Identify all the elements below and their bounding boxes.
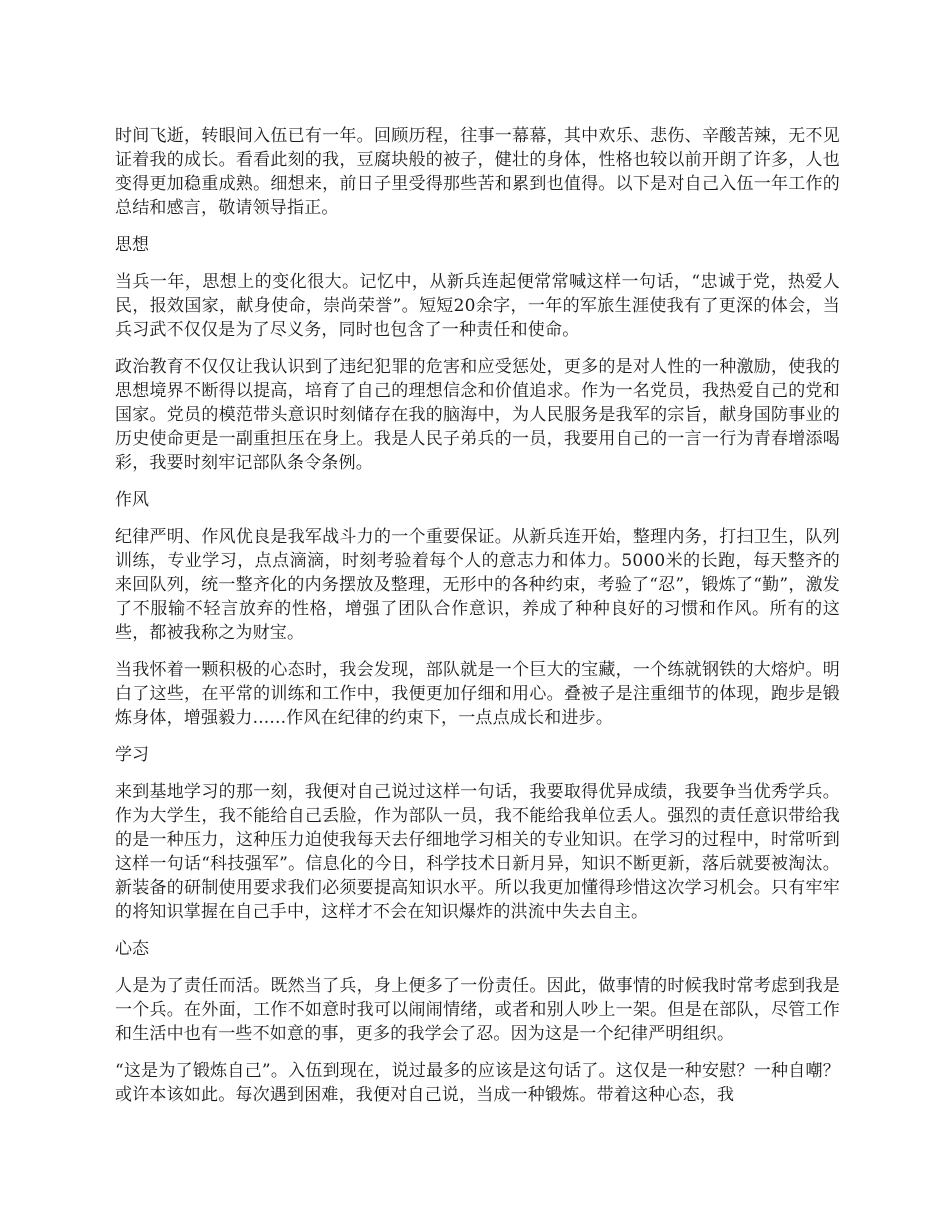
section-heading-thought: 思想 xyxy=(115,235,149,255)
paragraph-thought-1: 当兵一年，思想上的变化很大。记忆中，从新兵连起便常常喊这样一句话，“忠诚于党，热爱人民，报效国家，献身使命，崇尚荣誉”。短短20余字，一年的军旅生涯使我有了更深的体会，当兵习武不仅仅是为了尽义务，同时也包含了一种责任和使命。 xyxy=(115,272,840,340)
section-heading-style: 作风 xyxy=(115,490,149,510)
paragraph-style-1: 纪律严明、作风优良是我军战斗力的一个重要保证。从新兵连开始，整理内务，打扫卫生，队列训练，专业学习，点点滴滴，时刻考验着每个人的意志力和体力。5000米的长跑，每天整齐的来回队列，统一整齐化的内务摆放及整理，无形中的各种约束，考验了“忍”，锻炼了“勤”，激发了不服输不轻言放弃的性格，增强了团队合作意识，养成了种种良好的习惯和作风。所有的这些，都被我称之为财宝。 xyxy=(115,527,840,643)
section-heading-study: 学习 xyxy=(115,745,149,765)
paragraph-intro: 时间飞逝，转眼间入伍已有一年。回顾历程，往事一幕幕，其中欢乐、悲伤、辛酸苦辣，无不见证着我的成长。看看此刻的我，豆腐块般的被子，健壮的身体，性格也较以前开朗了许多，人也变得更加稳重成熟。细想来，前日子里受得那些苦和累到也值得。以下是对自己入伍一年工作的总结和感言，敬请领导指正。 xyxy=(115,126,840,218)
section-heading-mindset: 心态 xyxy=(115,939,149,959)
paragraph-thought-2: 政治教育不仅仅让我认识到了违纪犯罪的危害和应受惩处，更多的是对人性的一种激励，使我的思想境界不断得以提高，培育了自己的理想信念和价值追求。作为一名党员，我热爱自己的党和国家。党员的模范带头意识时刻储存在我的脑海中，为人民服务是我军的宗旨，献身国防事业的历史使命更是一副重担压在身上。我是人民子弟兵的一员，我要用自己的一言一行为青春增添喝彩，我要时刻牢记部队条令条例。 xyxy=(115,357,840,473)
document-body xyxy=(115,124,840,1120)
paragraph-mindset-1: 人是为了责任而活。既然当了兵，身上便多了一份责任。因此，做事情的时候我时常考虑到我是一个兵。在外面，工作不如意时我可以闹闹情绪，或者和别人吵上一架。但是在部队，尽管工作和生活中也有一些不如意的事，更多的我学会了忍。因为这是一个纪律严明组织。 xyxy=(115,976,840,1044)
paragraph-study-1: 来到基地学习的那一刻，我便对自己说过这样一句话，我要取得优异成绩，我要争当优秀学兵。作为大学生，我不能给自己丢脸，作为部队一员，我不能给我单位丢人。强烈的责任意识带给我的是一种压力，这种压力迫使我每天去仔细地学习相关的专业知识。在学习的过程中，时常听到这样一句话“科技强军”。信息化的今日，科学技术日新月异，知识不断更新，落后就要被淘汰。新装备的研制使用要求我们必须要提高知识水平。所以我更加懂得珍惜这次学习机会。只有牢牢的将知识掌握在自己手中，这样才不会在知识爆炸的洪流中失去自主。 xyxy=(115,782,840,922)
paragraph-style-2: 当我怀着一颗积极的心态时，我会发现，部队就是一个巨大的宝藏，一个练就钢铁的大熔炉。明白了这些，在平常的训练和工作中，我便更加仔细和用心。叠被子是注重细节的体现，跑步是锻炼身体，增强毅力......作风在纪律的约束下，一点点成长和进步。 xyxy=(115,660,840,728)
paragraph-mindset-2: “这是为了锻炼自己”。入伍到现在，说过最多的应该是这句话了。这仅是一种安慰？一种自嘲？或许本该如此。每次遇到困难，我便对自己说，当成一种锻炼。带着这种心态，我 xyxy=(115,1061,840,1105)
